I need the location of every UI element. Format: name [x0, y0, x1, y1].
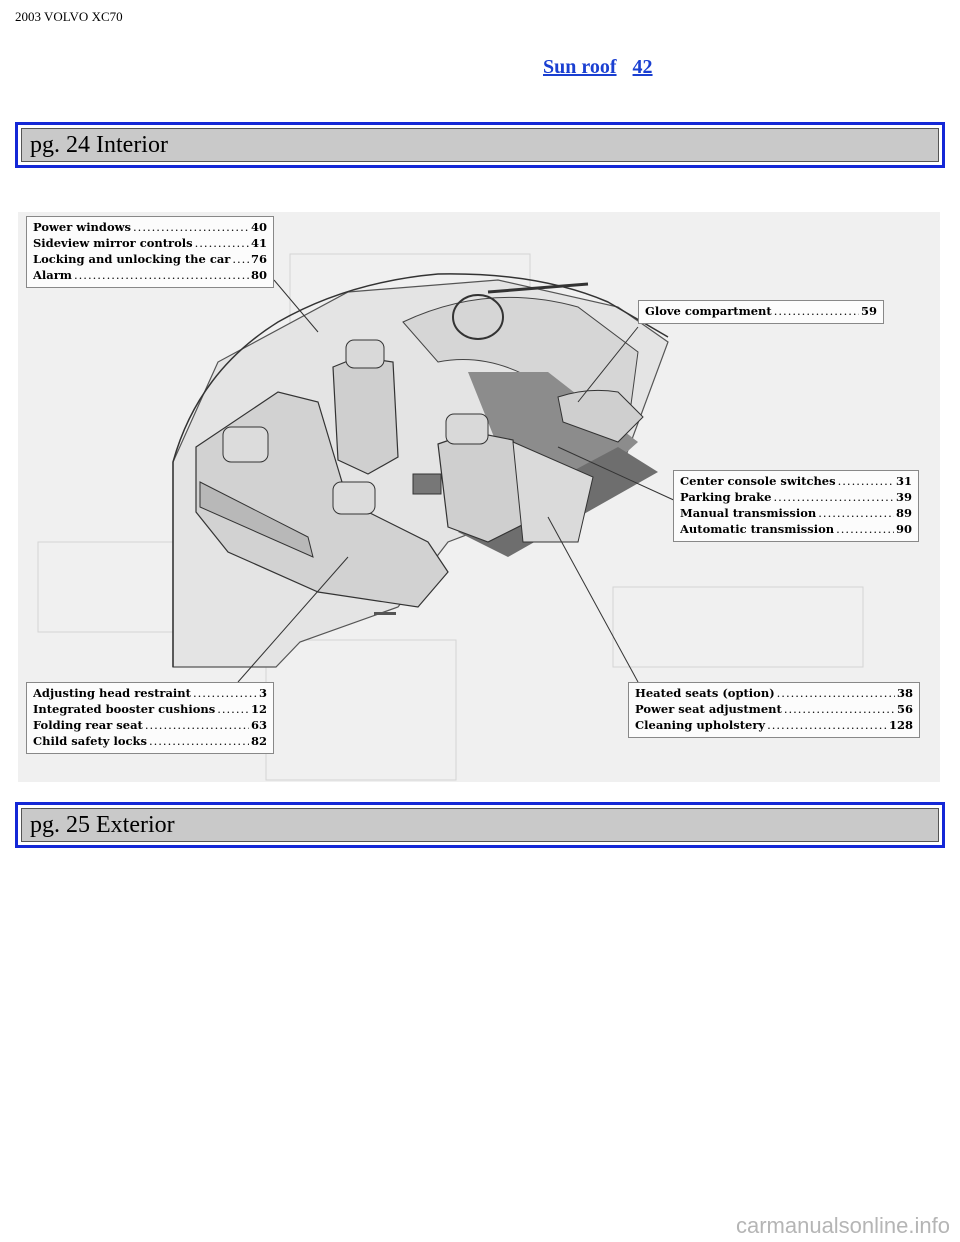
- callout-glove-compartment: [638, 300, 884, 324]
- sun-roof-link[interactable]: Sun roof: [543, 56, 617, 78]
- sun-roof-page-link[interactable]: 42: [632, 56, 653, 78]
- callout-row[interactable]: Integrated booster cushions ..... 12: [33, 702, 267, 718]
- callout-row[interactable]: Heated seats (option) ..... 38: [635, 686, 913, 702]
- callout-row[interactable]: Cleaning upholstery ..... 128: [635, 718, 913, 734]
- callout-row[interactable]: Folding rear seat ..... 63: [33, 718, 267, 734]
- document-header: 2003 VOLVO XC70: [15, 9, 123, 24]
- callout-row[interactable]: Automatic transmission ..... 90: [680, 522, 912, 538]
- callout-row[interactable]: Power windows ..... 40: [33, 220, 267, 236]
- callout-row[interactable]: Glove compartment ..... 59: [645, 304, 877, 320]
- top-links: [543, 56, 653, 79]
- interior-diagram: [18, 212, 940, 782]
- section-interior-bar: [15, 122, 945, 168]
- callout-console-transmission: [673, 470, 919, 542]
- callout-row[interactable]: Parking brake ..... 39: [680, 490, 912, 506]
- callout-row[interactable]: Adjusting head restraint ..... 3: [33, 686, 267, 702]
- callout-doors-security: [26, 216, 274, 288]
- callout-row[interactable]: Manual transmission ..... 89: [680, 506, 912, 522]
- section-interior-title: pg. 24 Interior: [21, 128, 939, 162]
- callout-row[interactable]: Power seat adjustment ..... 56: [635, 702, 913, 718]
- watermark: carmanualsonline.info: [735, 1213, 950, 1238]
- callout-row[interactable]: Child safety locks ..... 82: [33, 734, 267, 750]
- callout-rear-seat: [26, 682, 274, 754]
- section-exterior-title: pg. 25 Exterior: [21, 808, 939, 842]
- callout-row[interactable]: Locking and unlocking the car ..... 76: [33, 252, 267, 268]
- callout-row[interactable]: Center console switches ..... 31: [680, 474, 912, 490]
- callout-front-seats: [628, 682, 920, 738]
- callout-row[interactable]: Alarm ..... 80: [33, 268, 267, 284]
- callout-row[interactable]: Sideview mirror controls ..... 41: [33, 236, 267, 252]
- section-exterior-bar: [15, 802, 945, 848]
